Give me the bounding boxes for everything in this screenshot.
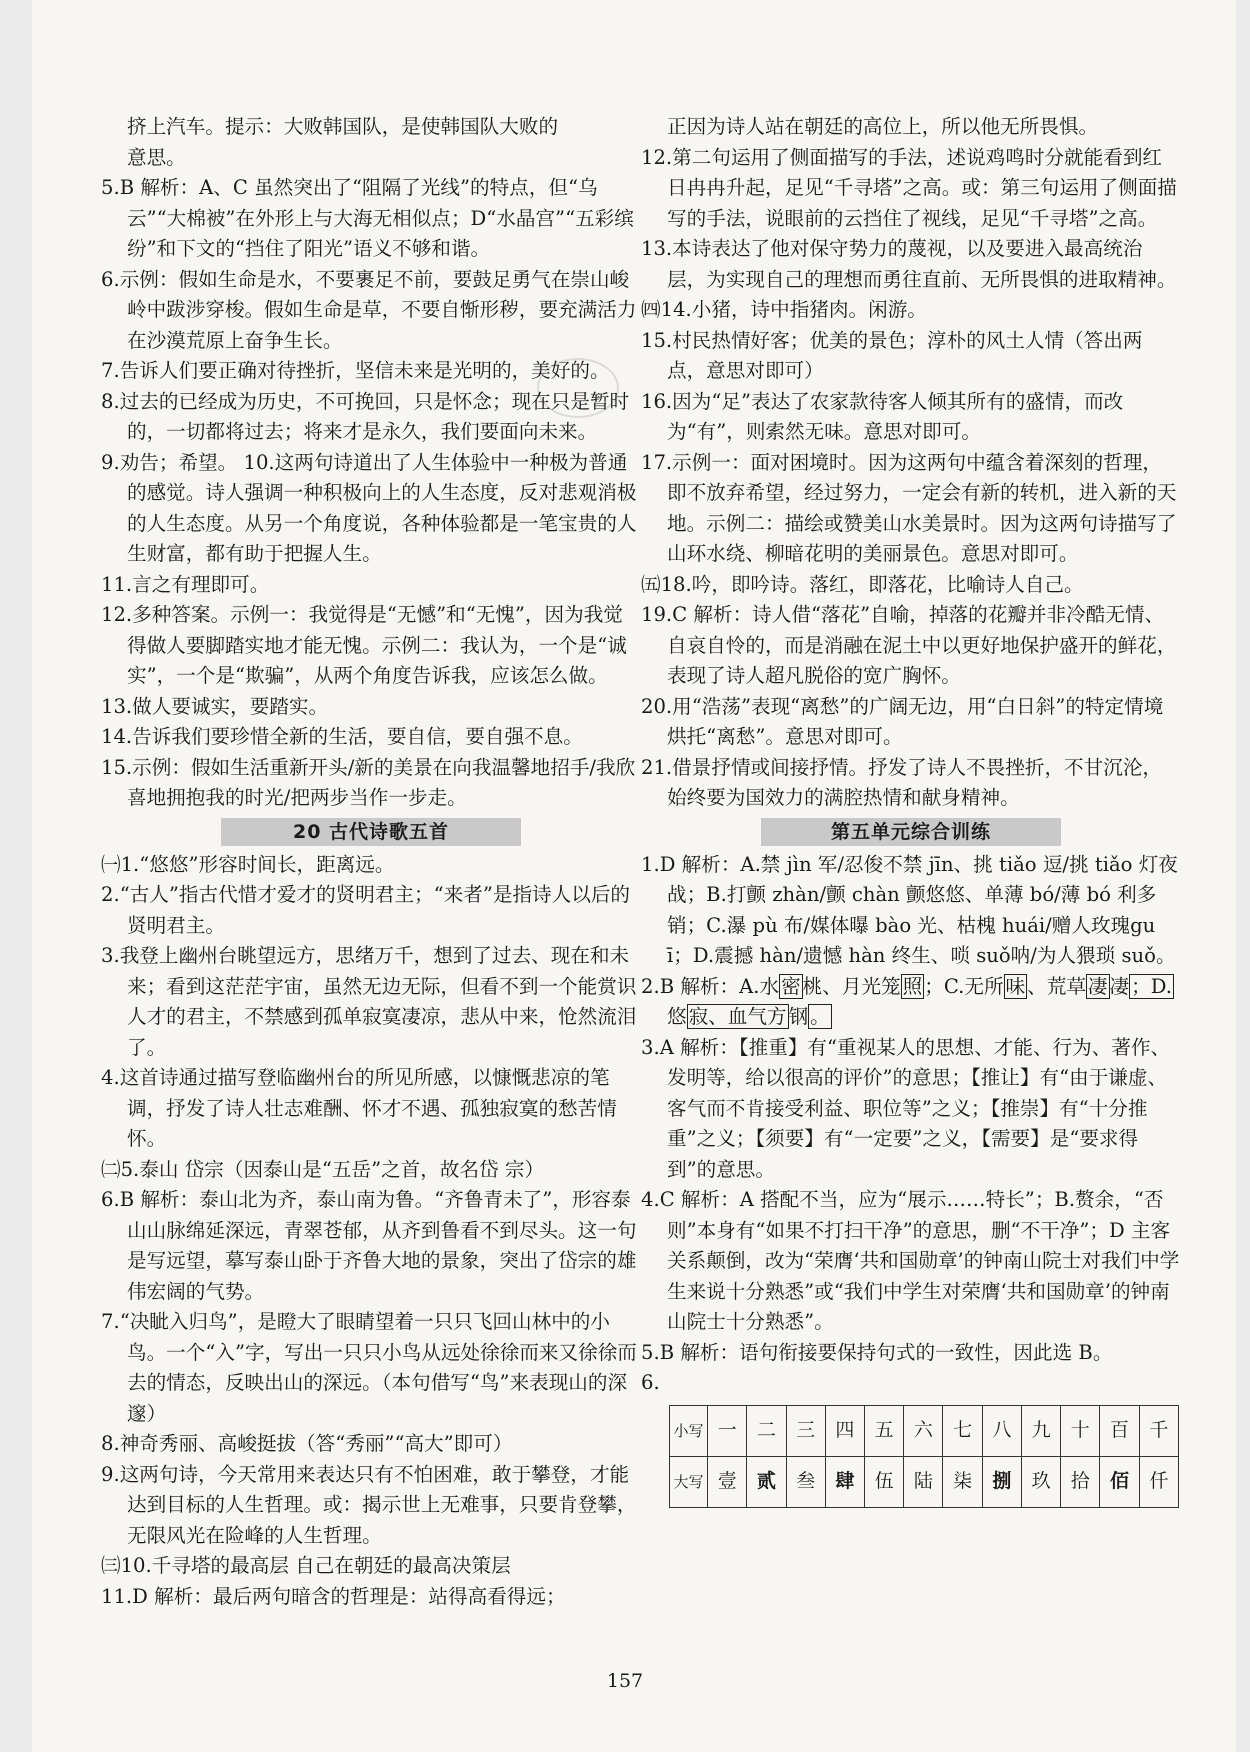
- lowercase-numeral: 二: [747, 1405, 786, 1456]
- lowercase-numeral: 一: [708, 1405, 747, 1456]
- answer-item: 3.A 解析：【推重】有“重视某人的思想、才能、行为、著作、发明等，给以很高的评价”的意思；【推让】有“由于谦虚、客气而不肯接受利益、职位等”之义；【推崇】有“十分推重”之义；【须要】有“一定要”之义，【需要】是“要求得到”的意思。: [641, 1035, 1171, 1181]
- lowercase-numeral: 千: [1139, 1405, 1178, 1456]
- table-header-lowercase: 小写: [670, 1405, 708, 1456]
- uppercase-numeral: 佰: [1100, 1456, 1139, 1507]
- answer-item: 2.“古人”指古代惜才爱才的贤明君主；“来者”是指诗人以后的贤明君主。: [101, 883, 631, 937]
- answer-item: 3.我登上幽州台眺望远方，思绪万千，想到了过去、现在和未来；看到这茫茫宇宙，虽然无边无际，但看不到一个能赏识人才的君主，不禁感到孤单寂寞凄凉，悲从中来，怆然流泪了。: [101, 944, 637, 1059]
- answer-text: 桃、月光笼: [802, 974, 901, 998]
- answer-item: 13.做人要诚实，要踏实。: [101, 694, 329, 718]
- uppercase-numeral: 陆: [904, 1456, 943, 1507]
- answer-item: 7.“决眦入归鸟”，是瞪大了眼睛望着一只只飞回山林中的小鸟。一个“入”字，写出一只只小鸟从远处徐徐而来又徐徐而去的情态，反映出山的深远。（本句借写“鸟”来表现山的深邃）: [101, 1310, 637, 1425]
- uppercase-numeral: 肆: [825, 1456, 864, 1507]
- answer-item: 8.过去的已经成为历史，不可挽回，只是怀念；现在只是暂时的，一切都将过去；将来才是永久，我们要面向未来。: [101, 389, 630, 443]
- answer-item: 4.这首诗通过描写登临幽州台的所见所感，以慷慨悲凉的笔调，抒发了诗人壮志难酬、怀才不遇、孤独寂寞的愁苦情怀。: [101, 1066, 617, 1150]
- table-header-uppercase: 大写: [670, 1456, 708, 1507]
- answer-item: ㈠1.“悠悠”形容时间长，距离远。: [101, 852, 395, 876]
- uppercase-numeral: 壹: [708, 1456, 747, 1507]
- answer-text: 2.B 解析：A.水: [641, 974, 780, 998]
- section-title: 第五单元综合训练: [761, 818, 1061, 846]
- lowercase-numeral: 八: [982, 1405, 1021, 1456]
- uppercase-numeral: 玖: [1021, 1456, 1060, 1507]
- answer-item: 6.: [641, 1371, 660, 1394]
- answer-item: 9.劝告；希望。 10.这两句诗道出了人生体验中一种极为普通的感觉。诗人强调一种积极向上的人生态度，反对悲观消极的人生态度。从另一个角度说，各种体验都是一笔宝贵的人生财富，都有助于把握人生。: [101, 450, 637, 565]
- answer-item: 21.借景抒情或间接抒情。抒发了诗人不畏挫折，不甘沉沦，始终要为国效力的满腔热情和献身精神。: [641, 755, 1163, 809]
- section-title: 20 古代诗歌五首: [221, 818, 521, 846]
- answer-item: 9.这两句诗，今天常用来表达只有不怕困难，敢于攀登，才能达到目标的人生哲理。或：揭示世上无难事，只要肯登攀，无限风光在险峰的人生哲理。: [101, 1462, 637, 1547]
- answer-item: 12.多种答案。示例一：我觉得是“无憾”和“无愧”，因为我觉得做人要脚踏实地才能无愧。示例二：我认为，一个是“诚实”，一个是“欺骗”，从两个角度告诉我，应该怎么做。: [101, 603, 627, 687]
- boxed-character: 凄: [1087, 974, 1108, 998]
- boxed-character: 。: [810, 1005, 830, 1028]
- boxed-character: 味: [1005, 974, 1026, 998]
- answer-item: 16.因为“足”表达了农家款待客人倾其所有的盛情，而改为“有”，则索然无味。意思对即可。: [641, 389, 1124, 443]
- answer-item: 1.D 解析：A.禁 jìn 军/忍俊不禁 jīn、挑 tiǎo 逗/挑 tiǎo 灯夜战；B.打颤 zhàn/颤 chàn 颤悠悠、单薄 bó/薄 bó 利多销；C.瀑 pù 布/媒体曝 bào 光、枯槐 huái/赠人玫瑰guī；D.震撼 hàn/遗憾 hàn 终生、唢 suǒ呐/为人猥琐 suǒ。: [641, 852, 1178, 967]
- answer-text: ；C.无所: [924, 974, 1004, 998]
- answer-item: 5.B 解析：A、C 虽然突出了“阻隔了光线”的特点，但“乌云”“大棉被”在外形上与大海无相似点；D“水晶宫”“五彩缤纷”和下文的“挡住了阳光”语义不够和谐。: [101, 176, 634, 260]
- boxed-character: 密: [781, 974, 801, 998]
- answer-item: 意思。: [127, 145, 186, 169]
- number-table: [669, 1405, 1179, 1508]
- answer-item: 8.神奇秀丽、高峻挺拔（答“秀丽”“高大”即可）: [101, 1432, 513, 1455]
- page-number: 157: [606, 1670, 644, 1692]
- lowercase-numeral: 四: [825, 1405, 864, 1456]
- uppercase-numeral: 贰: [747, 1456, 786, 1507]
- answer-text: 、荒草: [1027, 974, 1086, 998]
- right-column: [641, 112, 1181, 1508]
- answer-item: 挤上汽车。提示：大败韩国队，是使韩国队大败的: [127, 115, 559, 138]
- answer-item: 11.D 解析：最后两句暗含的哲理是：站得高看得远；: [101, 1584, 566, 1608]
- uppercase-numeral: 叁: [786, 1456, 825, 1507]
- uppercase-numeral: 伍: [865, 1456, 904, 1507]
- uppercase-numeral: 柒: [943, 1456, 982, 1507]
- lowercase-numeral: 百: [1100, 1405, 1139, 1456]
- lowercase-numeral: 六: [904, 1405, 943, 1456]
- answer-item: 11.言之有理即可。: [101, 572, 270, 596]
- boxed-character: 寂、血气方: [688, 1005, 787, 1028]
- answer-item: 5.B 解析：语句衔接要保持句式的一致性，因此选 B。: [641, 1340, 1113, 1364]
- lowercase-numeral: 五: [865, 1405, 904, 1456]
- answer-item: 19.C 解析：诗人借“落花”自喻，掉落的花瓣并非冷酷无情、自哀自怜的，而是消融在泥土中以更好地保护盛开的鲜花，表现了诗人超凡脱俗的宽广胸怀。: [641, 603, 1177, 687]
- boxed-character: 照: [902, 974, 923, 998]
- answer-item: 7.告诉人们要正确对待挫折，坚信未来是光明的，美好的。: [101, 359, 610, 382]
- uppercase-numeral: 拾: [1061, 1456, 1100, 1507]
- answer-text: 凄: [1109, 974, 1130, 998]
- answer-item: ㈣14.小猪，诗中指猪肉。闲游。: [641, 298, 927, 321]
- boxed-character: ；D.: [1131, 974, 1172, 998]
- answer-item: 17.示例一：面对困境时。因为这两句中蕴含着深刻的哲理，即不放弃希望，经过努力，一定会有新的转机，进入新的天地。示例二：描绘或赞美山水美景时。因为这两句诗描写了山环水绕、柳暗花明的美丽景色。意思对即可。: [641, 450, 1177, 565]
- answer-item: 6.示例：假如生命是水，不要裹足不前，要鼓足勇气在崇山峻岭中跋涉穿梭。假如生命是草，不要自惭形秽，要充满活力在沙漠荒原上奋争生长。: [101, 267, 637, 352]
- answer-item: 14.告诉我们要珍惜全新的生活，要自信，要自强不息。: [101, 725, 583, 748]
- answer-item: 15.村民热情好客；优美的景色；淳朴的风土人情（答出两点，意思对即可）: [641, 328, 1143, 382]
- left-column: [101, 112, 641, 1612]
- answer-item: ㈡5.泰山 岱宗（因泰山是“五岳”之首，故名岱 宗）: [101, 1157, 545, 1181]
- uppercase-numeral: 捌: [982, 1456, 1021, 1507]
- uppercase-numeral: 仟: [1139, 1456, 1178, 1507]
- answer-item: 12.第二句运用了侧面描写的手法，述说鸡鸣时分就能看到红日冉冉升起，足见“千寻塔”之高。或：第三句运用了侧面描写的手法，说眼前的云挡住了视线，足见“千寻塔”之高。: [641, 145, 1177, 230]
- lowercase-numeral: 九: [1021, 1405, 1060, 1456]
- answer-item: 6.B 解析：泰山北为齐，泰山南为鲁。“齐鲁青未了”，形容泰山山脉绵延深远，青翠苍郁，从齐到鲁看不到尽头。这一句是写远望，摹写泰山卧于齐鲁大地的景象，突出了岱宗的雄伟宏阔的气势。: [101, 1188, 637, 1303]
- lowercase-numeral: 十: [1061, 1405, 1100, 1456]
- answer-item: [641, 972, 1181, 1033]
- answer-item: 15.示例：假如生活重新开头/新的美景在向我温馨地招手/我欣喜地拥抱我的时光/把两步当作一步走。: [101, 755, 636, 809]
- answer-item: 4.C 解析：A 搭配不当，应为“展示……特长”；B.赘余，“否则”本身有“如果不打扫干净”的意思，删“不干净”；D 主客关系颠倒，改为“荣膺‘共和国勋章’的钟南山院士对我们中学生来说十分熟悉”或“我们中学生对荣膺‘共和国勋章’的钟南山院士十分熟悉”。: [641, 1188, 1180, 1333]
- answer-item: ㈢10.千寻塔的最高层 自己在朝廷的最高决策层: [101, 1554, 511, 1577]
- lowercase-numeral: 三: [786, 1405, 825, 1456]
- answer-item: 20.用“浩荡”表现“离愁”的广阔无边，用“白日斜”的特定情境烘托“离愁”。意思对即可。: [641, 694, 1164, 748]
- answer-text: 钢: [788, 1005, 809, 1028]
- answer-text: 悠: [667, 1005, 687, 1028]
- answer-item: 13.本诗表达了他对保守势力的蔑视，以及要进入最高统治层，为实现自己的理想而勇往直前、无所畏惧的进取精神。: [641, 237, 1177, 291]
- answer-item: ㈤18.吟，即吟诗。落红，即落花，比喻诗人自己。: [641, 572, 1084, 596]
- lowercase-numeral: 七: [943, 1405, 982, 1456]
- answer-item: 正因为诗人站在朝廷的高位上，所以他无所畏惧。: [667, 115, 1099, 138]
